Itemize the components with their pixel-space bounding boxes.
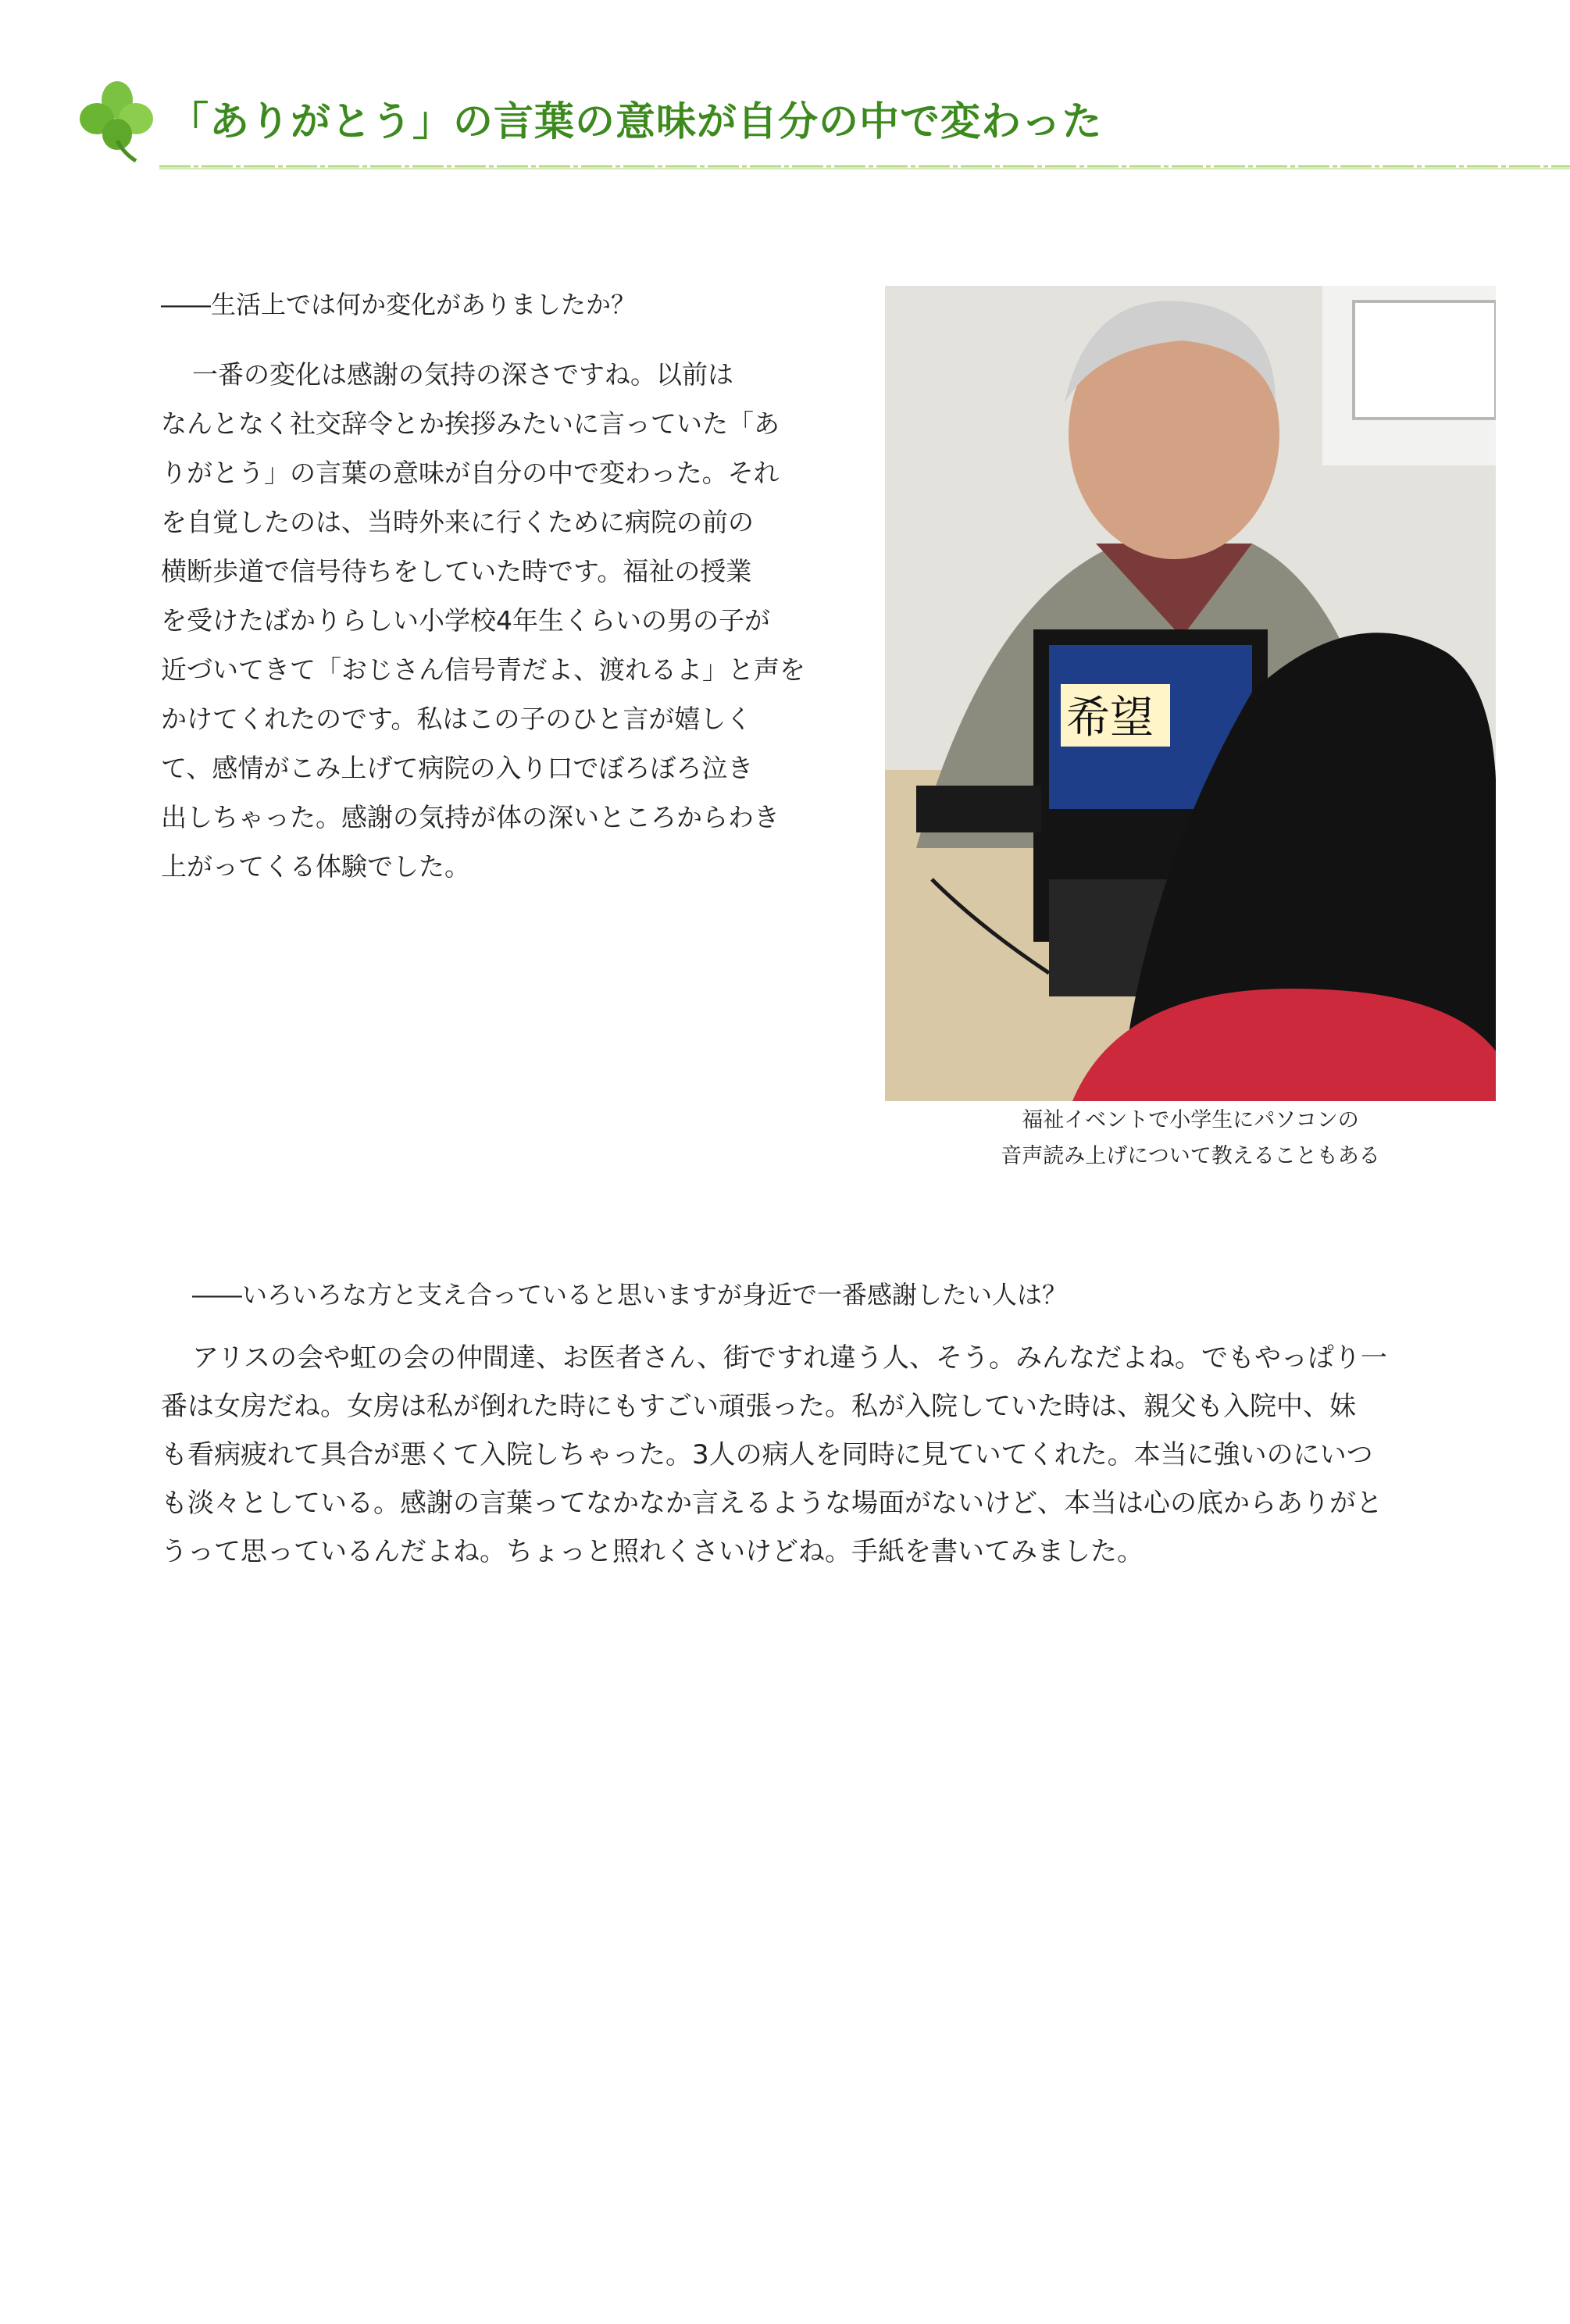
interview-answer-2 [161,1334,1504,1576]
interview-question-2: ――いろいろな方と支え合っていると思いますが身近で一番感謝したい人は？ [192,1280,1068,1310]
answer-line: て、感情がこみ上げて病院の入り口でぼろぼろ泣き [161,753,754,783]
answer-line: 横断歩道で信号待ちをしていた時です。福祉の授業 [161,556,752,586]
page-title: 「ありがとう」の言葉の意味が自分の中で変わった [169,99,1103,145]
answer-line: 上がってくる体験でした。 [161,851,470,882]
answer-line: 番は女房だね。女房は私が倒れた時にもすごい頑張った。私が入院していた時は、親父も入院中、妹 [161,1391,1356,1422]
section-header [78,78,1500,180]
answer-line: も淡々としている。感謝の言葉ってなかなか言えるような場面がないけど、本当は心の底からありがと [161,1488,1383,1519]
answer-line: 出しちゃった。感謝の気持が体の深いところからわき [161,802,780,832]
answer-line: を自覚したのは、当時外来に行くために病院の前の [161,507,754,537]
answer-line: なんとなく社交辞令とか挨拶みたいに言っていた「あ [161,408,780,439]
photo-illustration [885,286,1496,1101]
caption-line: 福祉イベントで小学生にパソコンの [1022,1108,1359,1132]
photo-caption [885,1103,1496,1174]
caption-line: 音声読み上げについて教えることもある [1001,1144,1380,1168]
divider [159,162,1570,170]
answer-line: うって思っているんだよね。ちょっと照れくさいけどね。手紙を書いてみました。 [161,1536,1144,1567]
answer-line: かけてくれたのです。私はこの子のひと言が嬉しく [161,704,752,734]
answer-line: を受けたばかりらしい小学校4年生くらいの男の子が [161,605,770,636]
screen-text: 希望 [1066,693,1154,743]
interview-question-1: ――生活上では何か変化がありましたか？ [161,290,637,319]
interview-answer-1 [161,350,848,891]
answer-line: 近づいてきて「おじさん信号青だよ、渡れるよ」と声を [161,654,805,685]
answer-line: 一番の変化は感謝の気持の深さですね。以前は [192,359,733,390]
answer-line: も看病疲れて具合が悪くて入院しちゃった。3人の病人を同時に見ていてくれた。本当に強いのにいつ [161,1439,1373,1470]
event-photo [885,286,1496,1101]
answer-line: りがとう」の言葉の意味が自分の中で変わった。それ [161,458,780,488]
answer-line: アリスの会や虹の会の仲間達、お医者さん、街ですれ違う人、そう。みんなだよね。でもやっぱり一 [192,1342,1387,1374]
clover-icon [78,78,156,164]
